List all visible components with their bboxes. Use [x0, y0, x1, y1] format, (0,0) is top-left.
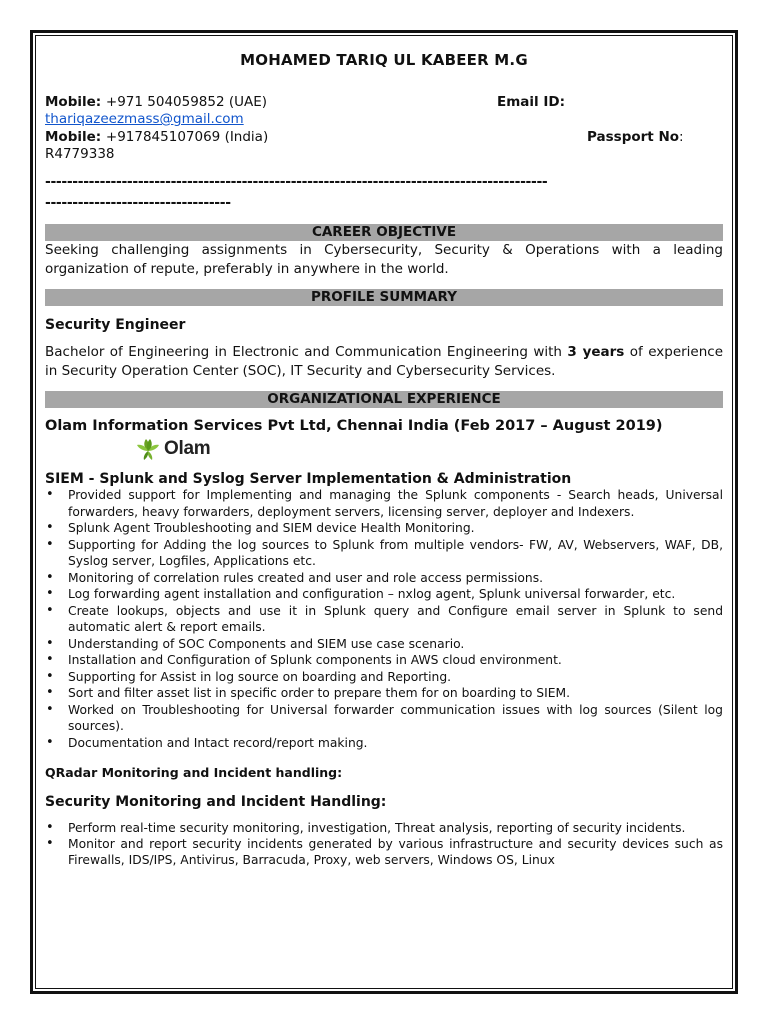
- list-item: • Sort and filter asset list in specific order to prepare them for on boarding to SIEM.: [45, 685, 723, 702]
- separator-line-2: ----------------------------------: [45, 195, 231, 211]
- role-title: Security Engineer: [45, 317, 186, 333]
- list-item: • Supporting for Assist in log source on boarding and Reporting.: [45, 669, 723, 686]
- passport-label: Passport No: [587, 129, 680, 145]
- summary-text-start: Bachelor of Engineering in Electronic and Communication Engineering with: [45, 344, 568, 360]
- mobile-label: Mobile:: [45, 94, 106, 110]
- email-label: Email ID:: [497, 94, 565, 110]
- monitoring-list: [45, 820, 723, 868]
- list-item: • Monitoring of correlation rules created and user and role access permissions.: [45, 570, 723, 587]
- list-item: • Create lookups, objects and use it in Splunk query and Configure email server in Splunk to send automatic alert & report emails.: [45, 603, 723, 636]
- qradar-title: QRadar Monitoring and Incident handling:: [45, 765, 343, 780]
- list-item: • Log forwarding agent installation and configuration – nxlog agent, Splunk universal forwarder, etc.: [45, 586, 723, 603]
- list-item: • Supporting for Adding the log sources to Splunk from multiple vendors- FW, AV, Webservers, WAF, DB, Syslog server, Logfiles, Applications etc.: [45, 537, 723, 570]
- resume-content: [45, 48, 723, 868]
- monitoring-title: Security Monitoring and Incident Handling:: [45, 794, 387, 810]
- siem-list: [45, 487, 723, 751]
- profile-summary-heading: PROFILE SUMMARY: [45, 289, 723, 306]
- mobile-uae: +971 504059852 (UAE): [105, 94, 268, 110]
- passport-number: R4779338: [45, 146, 115, 162]
- siem-section-title: SIEM - Splunk and Syslog Server Implementation & Administration: [45, 471, 572, 487]
- email-link[interactable]: thariqazeezmass@gmail.com: [45, 111, 244, 127]
- company-line: Olam Information Services Pvt Ltd, Chennai India (Feb 2017 – August 2019): [45, 418, 663, 434]
- olam-logo-text: Olam: [164, 438, 211, 459]
- summary-years: 3 years: [567, 344, 625, 360]
- contact-row-1: [45, 94, 723, 111]
- olam-leaf-icon: [135, 437, 161, 461]
- passport-field: [587, 129, 684, 146]
- list-item: • Installation and Configuration of Splunk components in AWS cloud environment.: [45, 652, 723, 669]
- candidate-name: MOHAMED TARIQ UL KABEER M.G: [240, 51, 528, 69]
- mobile-india: +917845107069 (India): [105, 129, 269, 145]
- career-objective-text: Seeking challenging assignments in Cybersecurity, Security & Operations with a leading organization of repute, preferably in anywhere in the world.: [45, 242, 723, 277]
- passport-colon: :: [679, 129, 684, 145]
- separator-line-1: --------------------------------------------------------------------------------------------: [45, 174, 548, 190]
- list-item: • Documentation and Intact record/report making.: [45, 735, 723, 752]
- mobile-label-2: Mobile:: [45, 129, 106, 145]
- profile-summary-text: [45, 343, 723, 381]
- list-item: • Monitor and report security incidents generated by various infrastructure and security devices such as Firewalls, IDS/IPS, Antivirus, Barracuda, Proxy, web servers, Windows OS, Linux: [45, 836, 723, 868]
- company-logo: [135, 434, 723, 464]
- experience-heading: ORGANIZATIONAL EXPERIENCE: [45, 391, 723, 408]
- summary-text-end: of experience in Security Operation Center (SOC), IT Security and Cybersecurity Services.: [45, 344, 724, 379]
- career-objective-heading: CAREER OBJECTIVE: [45, 224, 723, 241]
- list-item: • Worked on Troubleshooting for Universal forwarder communication issues with log sources (Silent log sources).: [45, 702, 723, 735]
- list-item: • Splunk Agent Troubleshooting and SIEM device Health Monitoring.: [45, 520, 723, 537]
- contact-row-2: [45, 129, 723, 146]
- list-item: • Understanding of SOC Components and SIEM use case scenario.: [45, 636, 723, 653]
- list-item: • Provided support for Implementing and managing the Splunk components - Search heads, Universal forwarders, heavy forwarders, deployment servers, licensing server, deployer and Indexers.: [45, 487, 723, 520]
- list-item: • Perform real-time security monitoring, investigation, Threat analysis, reporting of security incidents.: [45, 820, 723, 836]
